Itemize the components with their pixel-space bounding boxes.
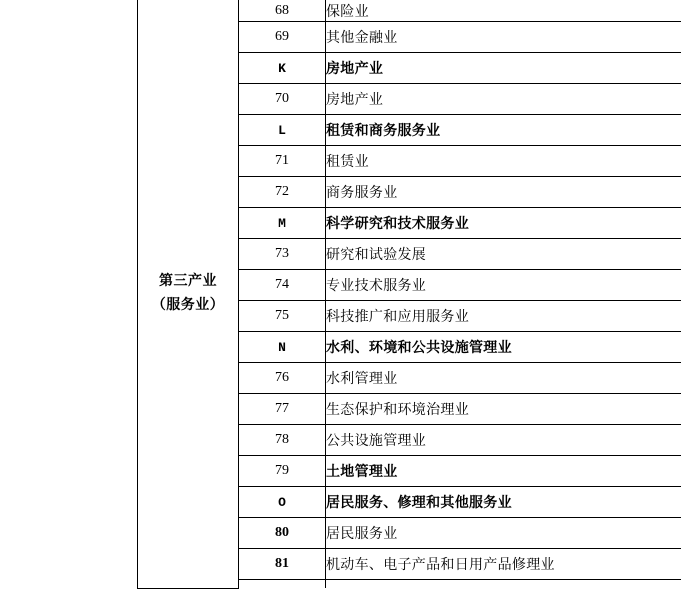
code-cell: 75 — [239, 301, 326, 332]
name-cell: 土地管理业 — [326, 456, 681, 487]
code-cell — [239, 580, 326, 589]
code-cell: 80 — [239, 518, 326, 549]
code-cell: 81 — [239, 549, 326, 580]
code-cell: 77 — [239, 394, 326, 425]
name-cell: 房地产业 — [326, 84, 681, 115]
code-cell: 72 — [239, 177, 326, 208]
name-cell: 租赁业 — [326, 146, 681, 177]
name-cell: 生态保护和环境治理业 — [326, 394, 681, 425]
name-cell: 公共设施管理业 — [326, 425, 681, 456]
industry-classification-table — [137, 0, 681, 589]
name-cell: 房地产业 — [326, 53, 681, 84]
name-cell: 保险业 — [326, 0, 681, 22]
name-cell: 科技推广和应用服务业 — [326, 301, 681, 332]
name-cell: 研究和试验发展 — [326, 239, 681, 270]
name-cell: 商务服务业 — [326, 177, 681, 208]
table-row — [138, 0, 681, 22]
code-cell: M — [239, 208, 326, 239]
code-cell: N — [239, 332, 326, 363]
name-cell: 专业技术服务业 — [326, 270, 681, 301]
code-cell: 74 — [239, 270, 326, 301]
sector-label-line-2: （服务业） — [151, 297, 225, 313]
name-cell: 居民服务、修理和其他服务业 — [326, 487, 681, 518]
code-cell: K — [239, 53, 326, 84]
name-cell: 水利管理业 — [326, 363, 681, 394]
code-cell: 73 — [239, 239, 326, 270]
name-cell: 其他金融业 — [326, 22, 681, 53]
code-cell: 78 — [239, 425, 326, 456]
code-cell: 69 — [239, 22, 326, 53]
code-cell: 68 — [239, 0, 326, 22]
name-cell: 科学研究和技术服务业 — [326, 208, 681, 239]
name-cell: 租赁和商务服务业 — [326, 115, 681, 146]
name-cell — [326, 580, 681, 589]
sector-label-line-1: 第三产业 — [159, 273, 217, 289]
code-cell: L — [239, 115, 326, 146]
name-cell: 居民服务业 — [326, 518, 681, 549]
code-cell: 70 — [239, 84, 326, 115]
table-body — [138, 0, 681, 588]
code-cell: 71 — [239, 146, 326, 177]
name-cell: 机动车、电子产品和日用产品修理业 — [326, 549, 681, 580]
code-cell: 76 — [239, 363, 326, 394]
code-cell: O — [239, 487, 326, 518]
name-cell: 水利、环境和公共设施管理业 — [326, 332, 681, 363]
sector-label-cell — [138, 0, 239, 588]
code-cell: 79 — [239, 456, 326, 487]
